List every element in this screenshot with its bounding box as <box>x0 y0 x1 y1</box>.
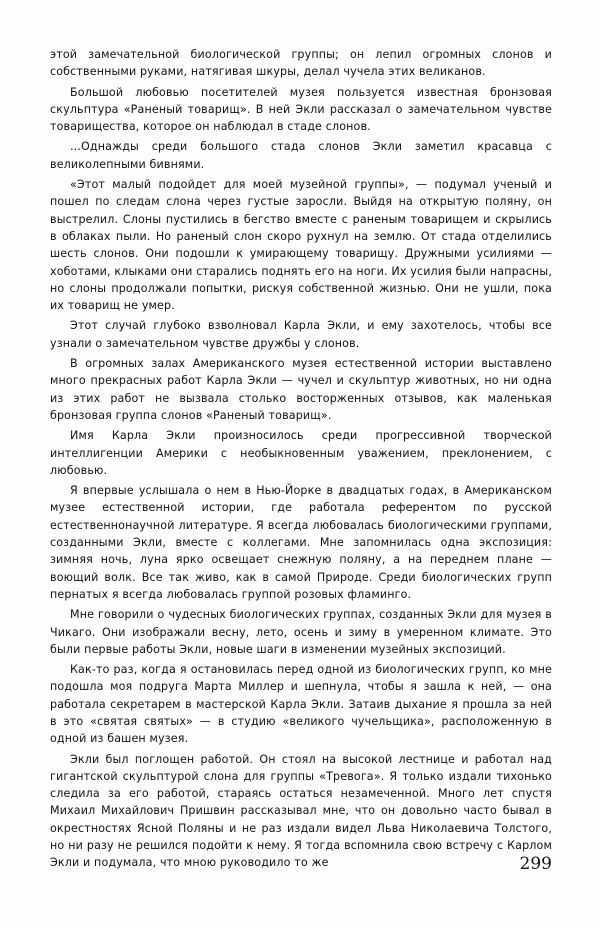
paragraph: Как-то раз, когда я остановилась перед одной из биологических групп, ко мне подошла моя подруга Марта Миллер и шепнула, чтобы я зашла к ней, — она работала секретарем в мастерской Карла Экли. Затаив дыхание я прошла за ней в это «святая святых» — в студию «великого чучельщика», расположенную в одной из башен музея. <box>50 663 552 746</box>
paragraph: В огромных залах Американского музея естественной истории выставлено много прекрасных работ Карла Экли — чучел и скульптур животных, но ни одна из этих работ не вызвала столько восторженных отзывов, как маленькая бронзовая группа слонов «Раненый товарищ». <box>50 357 552 422</box>
paragraph: Экли был поглощен работой. Он стоял на высокой лестнице и работал над гигантской скульптурой слона для группы «Тревога». Я только издали тихонько следила за его работой, стараясь остаться незамеченной. Много лет спустя Михаил Михайлович Пришвин рассказывал мне, что он довольно часто бывал в окрестностях Ясной Поляны и не раз издали видел Льва Николаевича Толстого, но ни разу не решился подойти к нему. Я тогда вспомнила свою встречу с Карлом Экли и подумала, что мною руководило то же <box>50 752 552 870</box>
paragraph: Этот случай глубоко взволновал Карла Экли, и ему захотелось, чтобы все узнали о замечательном чувстве дружбы у слонов. <box>50 319 552 350</box>
page-number: 299 <box>519 854 552 874</box>
paragraph: Имя Карла Экли произносилось среди прогрессивной творческой интеллигенции Америки с необыкновенным уважением, преклонением, с любовью. <box>50 429 552 477</box>
body-text <box>50 46 552 875</box>
paragraph: «Этот малый подойдет для моей музейной группы», — подумал ученый и пошел по следам слона через густые заросли. Выйдя на открытую поляну, он выстрелил. Слоны пустились в бегство вместе с раненым товарищем и скрылись в облаках пыли. Но раненый слон скоро рухнул на землю. От стада отделились шесть слонов. Они подошли к умирающему товарищу. Дружными усилиями — хоботами, клыками они старались поднять его на ноги. Их усилия были напрасны, но слоны продолжали попытки, рискуя собственной жизнью. Они не ушли, пока их товарищ не умер. <box>50 178 552 313</box>
paragraph: Я впервые услышала о нем в Нью-Йорке в двадцатых годах, в Американском музее естественной истории, где работала референтом по русской естественнонаучной литературе. Я всегда любовалась биологическими группами, созданными Экли, вместе с коллегами. Мне запомнилась одна экспозиция: зимняя ночь, луна ярко освещает снежную поляну, а на переднем плане — воющий волк. Все так живо, как в самой Природе. Среди биологических групп пернатых я всегда любовалась группой розовых фламинго. <box>50 484 552 601</box>
paragraph: Мне говорили о чудесных биологических группах, созданных Экли для музея в Чикаго. Они изображали весну, лето, осень и зиму в умеренном климате. Это были первые работы Экли, новые шаги в изменении музейных экспозиций. <box>50 608 552 656</box>
paragraph: Большой любовью посетителей музея пользуется известная бронзовая скульптура «Раненый товарищ». В ней Экли рассказал о замечательном чувстве товарищества, которое он наблюдал в стаде слонов. <box>50 85 552 134</box>
paragraph: ...Однажды среди большого стада слонов Экли заметил красавца с великолепными бивнями. <box>50 140 552 171</box>
paragraph: этой замечательной биологической группы; он лепил огромных слонов и собственными руками, натягивая шкуры, делал чучела этих великанов. <box>50 48 552 79</box>
